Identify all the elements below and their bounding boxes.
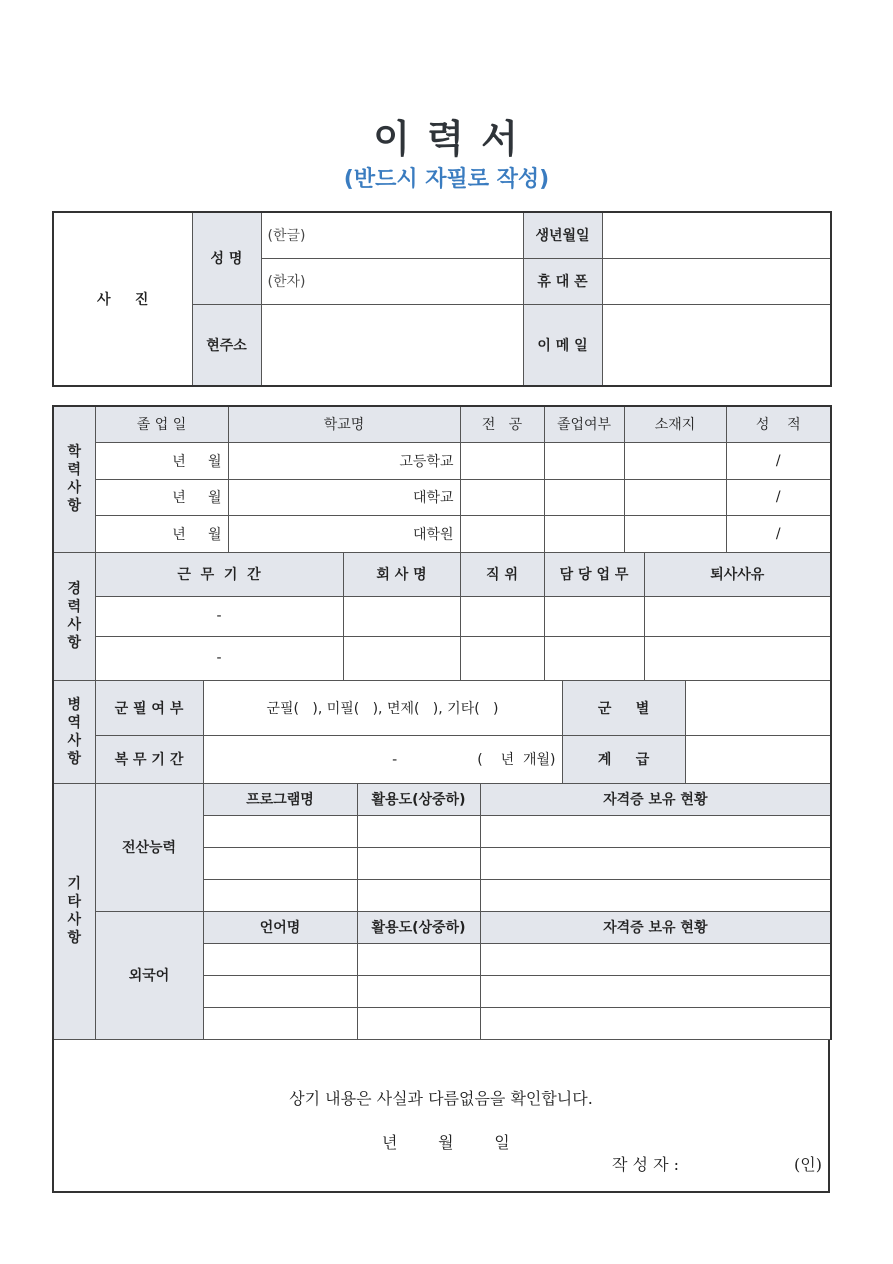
edu-header-school: 학교명 [228,406,460,442]
career-header-resignation-reason: 퇴사사유 [644,552,831,596]
address-label: 현주소 [192,304,261,386]
military-service-options[interactable]: 군필( ), 미필( ), 면제( ), 기타( ) [203,680,562,735]
birth-field[interactable] [602,212,831,258]
table-row [53,479,831,515]
confirmation-section [52,1040,830,1193]
document-subtitle: (반드시 자필로 작성) [343,167,550,192]
military-service-label: 군 필 여 부 [95,680,203,735]
name-label: 성 명 [192,212,261,304]
edu-header-major: 전 공 [460,406,544,442]
edu-school[interactable]: 대학원 [228,515,460,552]
seal-mark[interactable]: (인) [794,1155,822,1174]
table-row [53,636,831,680]
edu-date[interactable]: 년 월 [95,515,228,552]
email-field[interactable] [602,304,831,386]
military-period-label: 복 무 기 간 [95,735,203,783]
military-section-label: 병 역 사 항 [53,680,95,783]
career-header-duties: 담 당 업 무 [544,552,644,596]
hanja-name-field[interactable]: (한자) [261,258,523,304]
language-header-proficiency: 활용도(상중하) [357,911,480,943]
signature-date[interactable]: 년 월 일 [382,1133,510,1152]
career-header-company: 회 사 명 [343,552,460,596]
military-branch-field[interactable] [685,680,831,735]
other-section-label: 기 타 사 항 [53,783,95,1039]
edu-header-graduation-date: 졸 업 일 [95,406,228,442]
table-row [53,515,831,552]
edu-grade[interactable]: / [726,479,831,515]
phone-label: 휴 대 폰 [523,258,602,304]
computer-skills-label: 전산능력 [95,783,203,911]
edu-header-location: 소재지 [624,406,726,442]
military-period-field[interactable]: - ( 년 개월) [203,735,562,783]
edu-header-grade: 성 적 [726,406,831,442]
career-header-position: 직 위 [460,552,544,596]
computer-header-proficiency: 활용도(상중하) [357,783,480,815]
career-period[interactable]: - [95,636,343,680]
edu-date[interactable]: 년 월 [95,479,228,515]
confirmation-statement: 상기 내용은 사실과 다름없음을 확인합니다. [289,1089,593,1108]
personal-info-table [52,211,832,387]
edu-date[interactable]: 년 월 [95,442,228,479]
birth-label: 생년월일 [523,212,602,258]
career-section-label: 경 력 사 항 [53,552,95,680]
phone-field[interactable] [602,258,831,304]
computer-header-program: 프로그램명 [203,783,357,815]
writer-label: 작 성 자 : [612,1155,680,1174]
edu-grade[interactable]: / [726,515,831,552]
address-field[interactable] [261,304,523,386]
edu-school[interactable]: 대학교 [228,479,460,515]
career-period[interactable]: - [95,596,343,636]
education-section-label: 학 력 사 항 [53,406,95,552]
photo-area[interactable]: 사 진 [53,212,192,386]
military-branch-label: 군 별 [562,680,685,735]
language-header-name: 언어명 [203,911,357,943]
edu-school[interactable]: 고등학교 [228,442,460,479]
korean-name-field[interactable]: (한글) [261,212,523,258]
edu-header-graduation-status: 졸업여부 [544,406,624,442]
edu-grade[interactable]: / [726,442,831,479]
document-title: 이 력 서 [373,117,520,161]
table-row [53,442,831,479]
language-label: 외국어 [95,911,203,1039]
email-label: 이 메 일 [523,304,602,386]
military-rank-field[interactable] [685,735,831,783]
table-row [53,596,831,636]
resume-main-table [52,405,832,1040]
military-rank-label: 계 급 [562,735,685,783]
language-header-certificates: 자격증 보유 현황 [480,911,831,943]
computer-header-certificates: 자격증 보유 현황 [480,783,831,815]
career-header-period: 근 무 기 간 [95,552,343,596]
